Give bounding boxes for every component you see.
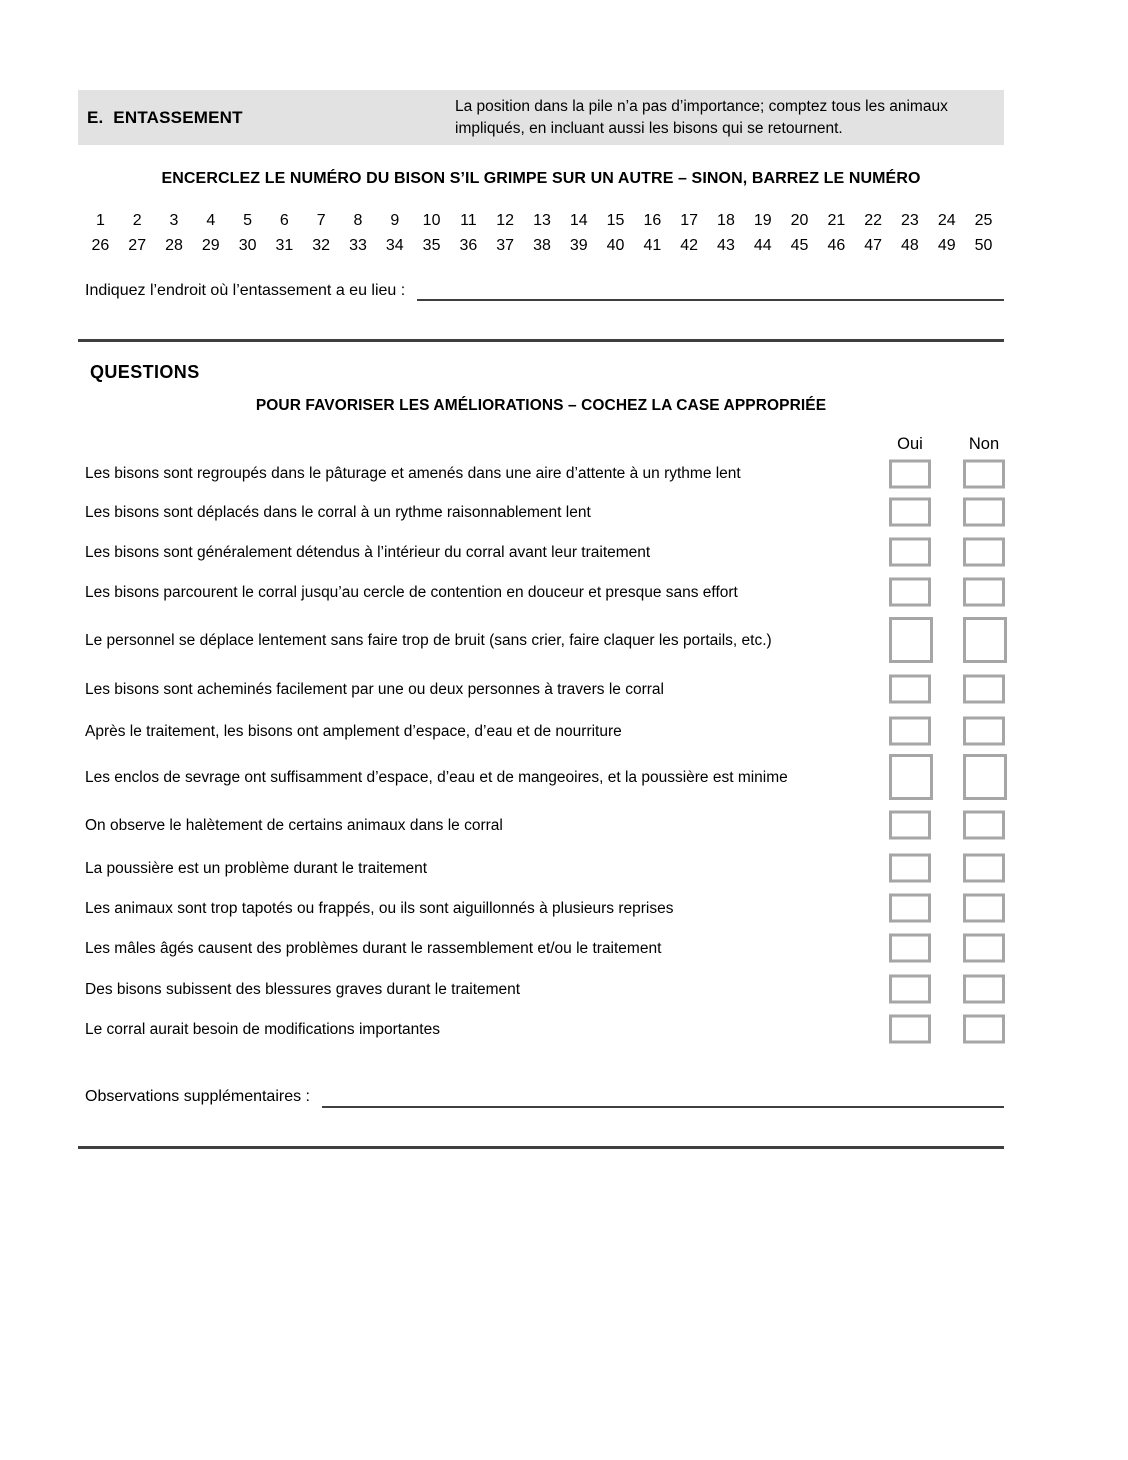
- checkbox-non[interactable]: [963, 717, 1005, 746]
- checkbox-non[interactable]: [963, 934, 1005, 963]
- circle-instruction: ENCERCLEZ LE NUMÉRO DU BISON S’IL GRIMPE SUR UN AUTRE – SINON, BARREZ LE NUMÉRO: [161, 170, 921, 187]
- checkbox-non[interactable]: [963, 578, 1005, 607]
- checkbox-non[interactable]: [963, 754, 1007, 800]
- section-title: E. ENTASSEMENT: [87, 107, 243, 127]
- observations-input-line[interactable]: [322, 1085, 1004, 1108]
- checkbox-oui[interactable]: [889, 754, 933, 800]
- question-row: [78, 668, 1004, 710]
- bison-number[interactable]: 19: [753, 212, 772, 229]
- bison-number[interactable]: 14: [569, 212, 588, 229]
- question-text: Les bisons parcourent le corral jusqu’au cercle de contention en douceur et presque sans effort: [85, 583, 738, 601]
- checkbox-oui[interactable]: [889, 1015, 931, 1044]
- checkbox-oui[interactable]: [889, 617, 933, 663]
- bison-number[interactable]: 36: [459, 237, 478, 254]
- bison-number[interactable]: 11: [460, 212, 477, 229]
- bison-number[interactable]: 5: [243, 212, 253, 229]
- bison-number[interactable]: 21: [827, 212, 846, 229]
- bison-number[interactable]: 12: [496, 212, 515, 229]
- bison-number[interactable]: 17: [680, 212, 699, 229]
- question-row: [78, 968, 1004, 1010]
- column-header-oui: Oui: [897, 435, 923, 453]
- question-row: [78, 710, 1004, 752]
- question-row: [78, 1010, 1004, 1048]
- checkbox-non[interactable]: [963, 894, 1005, 923]
- bison-number[interactable]: 40: [606, 237, 625, 254]
- bison-number[interactable]: 7: [316, 212, 326, 229]
- bison-number[interactable]: 24: [937, 212, 956, 229]
- section-header: [78, 90, 1004, 145]
- bison-number[interactable]: 50: [974, 237, 993, 254]
- question-text: La poussière est un problème durant le traitement: [85, 859, 428, 877]
- bison-number[interactable]: 13: [533, 212, 551, 229]
- checkbox-oui[interactable]: [889, 717, 931, 746]
- bison-number[interactable]: 43: [717, 237, 735, 254]
- bison-number[interactable]: 15: [606, 212, 625, 229]
- bison-number[interactable]: 29: [201, 237, 220, 254]
- bison-number[interactable]: 46: [827, 237, 846, 254]
- location-row: [78, 278, 1004, 301]
- bison-number[interactable]: 42: [680, 237, 699, 254]
- checkbox-non[interactable]: [963, 975, 1005, 1004]
- question-text: Après le traitement, les bisons ont amplement d’espace, d’eau et de nourriture: [85, 722, 622, 740]
- bison-number[interactable]: 27: [128, 237, 147, 254]
- bison-number[interactable]: 20: [790, 212, 809, 229]
- question-list: [78, 455, 1004, 1048]
- bison-number[interactable]: 48: [901, 237, 919, 254]
- bison-number[interactable]: 9: [390, 212, 400, 229]
- bison-number[interactable]: 30: [238, 237, 257, 254]
- bison-number[interactable]: 8: [353, 212, 363, 229]
- bison-number[interactable]: 10: [422, 212, 441, 229]
- checkbox-oui[interactable]: [889, 538, 931, 567]
- bison-number[interactable]: 45: [790, 237, 809, 254]
- checkbox-oui[interactable]: [889, 498, 931, 527]
- section-note: La position dans la pile n’a pas d’importance; comptez tous les animaux impliqués, en incluant aussi les bisons qui se retournent.: [455, 97, 948, 137]
- question-text: Les animaux sont trop tapotés ou frappés, ou ils sont aiguillonnés à plusieurs reprises: [85, 899, 674, 917]
- observations-row: [78, 1085, 1004, 1108]
- section-divider-top: [78, 339, 1004, 342]
- question-text: Le corral aurait besoin de modifications importantes: [85, 1020, 440, 1038]
- question-text: Le personnel se déplace lentement sans faire trop de bruit (sans crier, faire claquer les portails, etc.): [85, 631, 772, 649]
- question-text: Les enclos de sevrage ont suffisamment d’espace, d’eau et de mangeoires, et la poussière est minime: [85, 768, 788, 786]
- question-row: [78, 455, 1004, 492]
- bison-number[interactable]: 25: [974, 212, 993, 229]
- question-row: [78, 492, 1004, 532]
- question-text: Les bisons sont déplacés dans le corral à un rythme raisonnablement lent: [85, 503, 591, 521]
- question-text: Les bisons sont acheminés facilement par une ou deux personnes à travers le corral: [85, 680, 664, 698]
- bison-numbers-row-2: [82, 237, 1002, 255]
- question-text: On observe le halètement de certains animaux dans le corral: [85, 816, 503, 834]
- question-text: Des bisons subissent des blessures graves durant le traitement: [85, 980, 521, 998]
- bison-number[interactable]: 38: [533, 237, 551, 254]
- question-text: Les mâles âgés causent des problèmes durant le rassemblement et/ou le traitement: [85, 939, 662, 957]
- location-label: Indiquez l’endroit où l’entassement a eu lieu :: [85, 282, 406, 299]
- bison-numbers-row-1: [82, 212, 1002, 230]
- column-header-non: Non: [968, 435, 1000, 453]
- checkbox-oui[interactable]: [889, 811, 931, 840]
- bison-number[interactable]: 44: [753, 237, 772, 254]
- bison-number[interactable]: 37: [496, 237, 515, 254]
- location-input-line[interactable]: [417, 278, 1004, 301]
- question-row: [78, 888, 1004, 928]
- bison-number[interactable]: 32: [312, 237, 331, 254]
- question-row: [78, 612, 1004, 668]
- bison-number[interactable]: 49: [937, 237, 956, 254]
- question-text: Les bisons sont généralement détendus à l’intérieur du corral avant leur traitement: [85, 543, 651, 561]
- bison-number[interactable]: 2: [132, 212, 142, 229]
- checkbox-oui[interactable]: [889, 675, 931, 704]
- bison-number[interactable]: 34: [385, 237, 404, 254]
- bison-number[interactable]: 39: [569, 237, 588, 254]
- section-divider-bottom: [78, 1146, 1004, 1149]
- bison-number[interactable]: 6: [279, 212, 289, 229]
- question-row: [78, 532, 1004, 572]
- checkbox-oui[interactable]: [889, 459, 931, 488]
- checkbox-non[interactable]: [963, 675, 1005, 704]
- bison-number[interactable]: 28: [165, 237, 183, 254]
- bison-number[interactable]: 47: [864, 237, 883, 254]
- questions-subheading: POUR FAVORISER LES AMÉLIORATIONS – COCHEZ LA CASE APPROPRIÉE: [255, 397, 827, 414]
- bison-number[interactable]: 41: [643, 237, 662, 254]
- checkbox-oui[interactable]: [889, 975, 931, 1004]
- question-text: Les bisons sont regroupés dans le pâturage et amenés dans une aire d’attente à un rythme lent: [85, 465, 741, 482]
- bison-number[interactable]: 3: [169, 212, 179, 229]
- bison-number[interactable]: 31: [275, 237, 294, 254]
- observations-label: Observations supplémentaires :: [85, 1088, 310, 1105]
- checkbox-non[interactable]: [963, 459, 1005, 488]
- bison-number[interactable]: 35: [422, 237, 441, 254]
- checkbox-oui[interactable]: [889, 934, 931, 963]
- questions-heading: QUESTIONS: [90, 362, 200, 382]
- bison-number[interactable]: 1: [95, 212, 105, 229]
- checkbox-non[interactable]: [963, 498, 1005, 527]
- bison-number[interactable]: 4: [206, 212, 216, 229]
- checkbox-non[interactable]: [963, 617, 1007, 663]
- checkbox-oui[interactable]: [889, 578, 931, 607]
- bison-number[interactable]: 22: [864, 212, 883, 229]
- checkbox-non[interactable]: [963, 811, 1005, 840]
- checkbox-non[interactable]: [963, 854, 1005, 883]
- bison-number[interactable]: 26: [91, 237, 110, 254]
- checkbox-oui[interactable]: [889, 854, 931, 883]
- checkbox-non[interactable]: [963, 538, 1005, 567]
- checkbox-oui[interactable]: [889, 894, 931, 923]
- checkbox-non[interactable]: [963, 1015, 1005, 1044]
- answer-column-headers: [78, 435, 1004, 455]
- question-row: [78, 802, 1004, 848]
- bison-number[interactable]: 33: [349, 237, 367, 254]
- question-row: [78, 848, 1004, 888]
- bison-number[interactable]: 18: [717, 212, 735, 229]
- question-row: [78, 752, 1004, 802]
- question-row: [78, 572, 1004, 612]
- question-row: [78, 928, 1004, 968]
- bison-number[interactable]: 23: [901, 212, 919, 229]
- bison-number[interactable]: 16: [643, 212, 662, 229]
